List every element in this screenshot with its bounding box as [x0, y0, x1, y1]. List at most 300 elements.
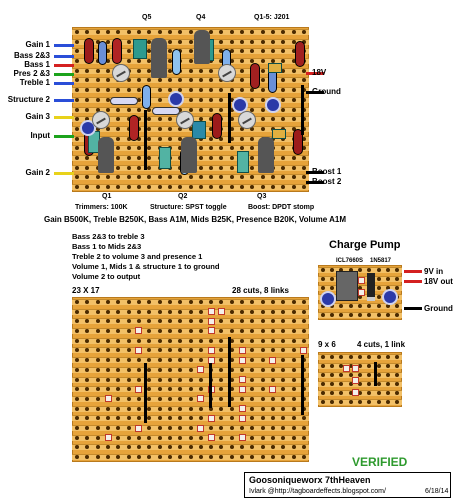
board-hole: [96, 30, 100, 34]
wire-label: Treble 1: [19, 78, 50, 87]
board-hole: [75, 300, 79, 304]
board-hole: [137, 310, 141, 314]
board-hole: [292, 329, 296, 333]
board-hole: [302, 185, 306, 189]
wire: [54, 82, 74, 85]
board-hole: [189, 108, 193, 112]
board-hole: [292, 108, 296, 112]
board-hole: [158, 358, 162, 362]
trimmer-pot: [218, 64, 236, 82]
board-hole: [75, 98, 79, 102]
board-hole: [127, 156, 131, 160]
board-hole: [281, 436, 285, 440]
cut-mark: [208, 415, 215, 422]
board-hole: [199, 436, 203, 440]
board-hole: [127, 378, 131, 382]
wire: [54, 64, 74, 67]
board-hole: [339, 355, 343, 359]
wire: [54, 73, 74, 76]
board-hole: [321, 268, 325, 272]
resistor: [152, 107, 180, 115]
cut-mark: [239, 386, 246, 393]
cut-mark: [208, 434, 215, 441]
board-hole: [189, 69, 193, 73]
board-hole: [75, 310, 79, 314]
board-hole: [302, 329, 306, 333]
board-hole: [292, 436, 296, 440]
board-hole: [75, 407, 79, 411]
cut-mark: [358, 277, 365, 284]
board-hole: [240, 329, 244, 333]
board-hole: [261, 436, 265, 440]
board-link: [301, 85, 304, 135]
board-hole: [127, 88, 131, 92]
transistor-label: Q4: [196, 14, 206, 21]
board-hole: [302, 300, 306, 304]
board-hole: [261, 49, 265, 53]
board-hole: [199, 387, 203, 391]
cut-mark: [135, 327, 142, 334]
board-hole: [261, 30, 265, 34]
board-hole: [75, 339, 79, 343]
title-block: [244, 472, 451, 498]
verified-stamp: VERIFIED: [352, 455, 408, 469]
board-hole: [302, 455, 306, 459]
trimmer-pot: [112, 64, 130, 82]
board-hole: [261, 416, 265, 420]
board-hole: [292, 397, 296, 401]
resistor: [98, 41, 107, 65]
board-hole: [395, 355, 399, 359]
wire-label: Gain 3: [25, 112, 50, 121]
board-hole: [127, 310, 131, 314]
wire-label: 18V: [312, 68, 327, 77]
wire-label: Boost 1: [312, 167, 342, 176]
film-capacitor: [272, 129, 286, 139]
board-hole: [302, 436, 306, 440]
board-hole: [377, 286, 381, 290]
board-hole: [292, 339, 296, 343]
jfet-q5: [151, 38, 167, 78]
wire-label: Ground: [312, 87, 341, 96]
board-hole: [158, 339, 162, 343]
board-hole: [189, 416, 193, 420]
board-hole: [189, 98, 193, 102]
board-hole: [377, 373, 381, 377]
small-board-size: 9 x 6: [318, 340, 336, 349]
board-hole: [377, 277, 381, 281]
cut-mark: [197, 425, 204, 432]
board-hole: [261, 117, 265, 121]
board-hole: [230, 185, 234, 189]
board-hole: [292, 368, 296, 372]
cut-board-size: 23 X 17: [72, 286, 100, 295]
board-hole: [158, 397, 162, 401]
board-hole: [292, 319, 296, 323]
board-hole: [261, 329, 265, 333]
board-hole: [281, 339, 285, 343]
board-hole: [292, 88, 296, 92]
board-hole: [96, 185, 100, 189]
board-hole: [178, 368, 182, 372]
board-hole: [261, 59, 265, 63]
electrolytic-capacitor: [265, 97, 281, 113]
board-hole: [147, 407, 151, 411]
board-hole: [106, 300, 110, 304]
board-hole: [292, 30, 296, 34]
board-hole: [209, 108, 213, 112]
board-hole: [199, 329, 203, 333]
board-hole: [96, 378, 100, 382]
board-hole: [189, 436, 193, 440]
board-hole: [199, 185, 203, 189]
board-hole: [377, 391, 381, 395]
board-hole: [261, 358, 265, 362]
board-hole: [330, 268, 334, 272]
board-hole: [230, 310, 234, 314]
cut-board-small: [318, 352, 402, 407]
resistor: [295, 41, 305, 67]
board-hole: [137, 69, 141, 73]
wire-red: [404, 280, 422, 283]
board-hole: [168, 40, 172, 44]
board-hole: [261, 310, 265, 314]
board-hole: [230, 436, 234, 440]
board-hole: [240, 397, 244, 401]
board-hole: [292, 69, 296, 73]
electrolytic-capacitor: [382, 289, 398, 305]
film-capacitor: [159, 147, 171, 169]
board-hole: [158, 30, 162, 34]
cut-mark: [208, 327, 215, 334]
board-hole: [302, 339, 306, 343]
board-link: [228, 337, 231, 407]
board-hole: [158, 378, 162, 382]
board-hole: [199, 300, 203, 304]
wire-label: Structure 2: [7, 95, 50, 104]
board-hole: [158, 98, 162, 102]
board-hole: [137, 339, 141, 343]
cut-mark: [208, 347, 215, 354]
board-hole: [127, 49, 131, 53]
board-hole: [377, 304, 381, 308]
board-hole: [281, 407, 285, 411]
board-hole: [230, 329, 234, 333]
wire-black: [404, 307, 422, 310]
board-hole: [321, 364, 325, 368]
transistor-label: Q1-5: J201: [254, 14, 290, 21]
board-hole: [240, 310, 244, 314]
board-hole: [158, 88, 162, 92]
board-hole: [292, 416, 296, 420]
board-hole: [261, 108, 265, 112]
board-hole: [137, 368, 141, 372]
board-hole: [189, 368, 193, 372]
board-hole: [75, 30, 79, 34]
board-hole: [302, 30, 306, 34]
board-hole: [240, 339, 244, 343]
board-hole: [377, 355, 381, 359]
board-hole: [330, 364, 334, 368]
board-hole: [158, 436, 162, 440]
board-hole: [127, 319, 131, 323]
board-hole: [96, 436, 100, 440]
board-hole: [96, 368, 100, 372]
ic-chip: [336, 271, 358, 301]
board-hole: [330, 373, 334, 377]
board-hole: [75, 69, 79, 73]
wire: [54, 172, 74, 175]
board-hole: [261, 98, 265, 102]
board-hole: [158, 368, 162, 372]
resistor: [172, 49, 181, 75]
resistor: [112, 38, 122, 64]
board-hole: [168, 185, 172, 189]
cut-mark: [352, 389, 359, 396]
resistor: [250, 63, 260, 89]
note-boost: Boost: DPDT stomp: [248, 204, 315, 211]
board-link: [209, 363, 212, 408]
board-hole: [158, 137, 162, 141]
board-hole: [137, 300, 141, 304]
resistor: [212, 113, 222, 139]
board-hole: [281, 108, 285, 112]
transistor-label: Q5: [142, 14, 152, 21]
board-hole: [137, 407, 141, 411]
board-hole: [127, 329, 131, 333]
cut-mark: [239, 347, 246, 354]
board-hole: [96, 319, 100, 323]
board-hole: [137, 378, 141, 382]
jfet-q1: [98, 137, 114, 173]
board-hole: [168, 368, 172, 372]
board-hole: [261, 368, 265, 372]
board-hole: [292, 378, 296, 382]
board-hole: [168, 426, 172, 430]
board-hole: [250, 310, 254, 314]
board-hole: [127, 30, 131, 34]
cut-mark: [135, 425, 142, 432]
board-hole: [96, 426, 100, 430]
jfet-q3: [258, 137, 274, 173]
board-hole: [281, 40, 285, 44]
wiring-note: Bass 2&3 to treble 3: [72, 232, 145, 241]
board-hole: [377, 268, 381, 272]
board-hole: [321, 391, 325, 395]
electrolytic-capacitor: [320, 291, 336, 307]
board-hole: [127, 455, 131, 459]
cp-label-18v-out: 18V out: [424, 277, 453, 286]
board-hole: [261, 397, 265, 401]
board-hole: [230, 455, 234, 459]
board-hole: [292, 310, 296, 314]
board-link: [144, 110, 147, 170]
board-hole: [261, 319, 265, 323]
board-hole: [168, 329, 172, 333]
film-capacitor: [237, 151, 249, 173]
board-hole: [75, 108, 79, 112]
board-hole: [292, 156, 296, 160]
board-hole: [127, 426, 131, 430]
board-hole: [127, 436, 131, 440]
board-hole: [168, 436, 172, 440]
trimmer-pot: [238, 111, 256, 129]
board-hole: [261, 185, 265, 189]
board-hole: [178, 407, 182, 411]
board-hole: [292, 300, 296, 304]
board-hole: [292, 407, 296, 411]
trimmer-pot: [92, 111, 110, 129]
board-hole: [158, 300, 162, 304]
charge-pump-board: [318, 265, 402, 320]
board-hole: [127, 59, 131, 63]
board-hole: [199, 378, 203, 382]
board-hole: [330, 286, 334, 290]
board-hole: [96, 397, 100, 401]
trimmer-pot: [176, 111, 194, 129]
board-hole: [386, 373, 390, 377]
board-hole: [321, 382, 325, 386]
board-hole: [189, 407, 193, 411]
board-hole: [240, 426, 244, 430]
board-hole: [377, 295, 381, 299]
board-hole: [261, 378, 265, 382]
board-hole: [116, 310, 120, 314]
film-capacitor: [268, 63, 282, 73]
cut-mark: [239, 434, 246, 441]
resistor: [110, 97, 138, 105]
diode: [367, 273, 375, 301]
wire-label: Input: [30, 131, 50, 140]
board-hole: [250, 137, 254, 141]
board-hole: [386, 355, 390, 359]
cut-mark: [269, 386, 276, 393]
board-hole: [137, 397, 141, 401]
board-hole: [158, 426, 162, 430]
board-hole: [178, 436, 182, 440]
board-link: [301, 355, 304, 415]
board-hole: [271, 368, 275, 372]
cut-mark: [197, 395, 204, 402]
board-hole: [230, 319, 234, 323]
wire-label: Boost 2: [312, 177, 342, 186]
board-hole: [292, 455, 296, 459]
board-hole: [209, 339, 213, 343]
cut-mark: [239, 415, 246, 422]
board-hole: [127, 108, 131, 112]
charge-pump-ic-label: ICL7660S: [336, 258, 364, 264]
title-text: Goosoniqueworx 7thHeaven: [249, 475, 371, 485]
pots-line: Gain B500K, Treble B250K, Bass A1M, Mids B25K, Presence B20K, Volume A1M: [44, 215, 347, 224]
transistor-label: Q1: [102, 193, 112, 200]
board-hole: [230, 40, 234, 44]
resistor: [84, 38, 94, 64]
board-hole: [127, 387, 131, 391]
board-hole: [75, 368, 79, 372]
cp-label-9v-in: 9V in: [424, 267, 444, 276]
board-hole: [158, 387, 162, 391]
board-hole: [127, 300, 131, 304]
cut-mark: [352, 365, 359, 372]
board-hole: [168, 397, 172, 401]
board-hole: [189, 88, 193, 92]
board-hole: [292, 185, 296, 189]
board-hole: [75, 166, 79, 170]
board-hole: [271, 300, 275, 304]
board-hole: [250, 378, 254, 382]
board-hole: [168, 378, 172, 382]
board-hole: [358, 355, 362, 359]
board-hole: [395, 268, 399, 272]
board-hole: [137, 156, 141, 160]
board-hole: [127, 339, 131, 343]
board-hole: [292, 348, 296, 352]
board-hole: [96, 88, 100, 92]
board-hole: [377, 364, 381, 368]
board-hole: [75, 436, 79, 440]
resistor: [142, 85, 151, 109]
board-hole: [240, 368, 244, 372]
board-hole: [302, 156, 306, 160]
board-hole: [96, 358, 100, 362]
board-hole: [199, 108, 203, 112]
board-hole: [199, 69, 203, 73]
byline-text: Ivlark @http://tagboardeffects.blogspot.com/: [249, 488, 386, 495]
board-hole: [168, 310, 172, 314]
board-hole: [106, 127, 110, 131]
board-hole: [127, 407, 131, 411]
board-hole: [240, 69, 244, 73]
board-hole: [199, 339, 203, 343]
board-hole: [240, 30, 244, 34]
board-hole: [271, 426, 275, 430]
cut-board-summary: 28 cuts, 8 links: [232, 286, 289, 295]
transistor-label: Q2: [178, 193, 188, 200]
wiring-note: Treble 2 to volume 3 and presence 1: [72, 252, 203, 261]
cut-mark: [105, 434, 112, 441]
board-hole: [147, 310, 151, 314]
board-hole: [158, 185, 162, 189]
board-hole: [106, 329, 110, 333]
board-hole: [158, 329, 162, 333]
board-hole: [199, 98, 203, 102]
board-hole: [209, 69, 213, 73]
board-hole: [168, 339, 172, 343]
board-hole: [377, 382, 381, 386]
board-hole: [96, 329, 100, 333]
board-hole: [261, 88, 265, 92]
board-hole: [250, 108, 254, 112]
board-hole: [261, 387, 265, 391]
wire-label: Gain 1: [25, 40, 50, 49]
board-hole: [321, 286, 325, 290]
board-hole: [96, 69, 100, 73]
cut-mark: [208, 308, 215, 315]
board-hole: [189, 426, 193, 430]
cut-mark: [352, 377, 359, 384]
board-hole: [106, 368, 110, 372]
board-hole: [271, 30, 275, 34]
resistor: [129, 115, 139, 141]
board-hole: [189, 378, 193, 382]
board-hole: [230, 407, 234, 411]
board-hole: [240, 300, 244, 304]
board-hole: [189, 319, 193, 323]
board-hole: [271, 397, 275, 401]
board-hole: [137, 436, 141, 440]
date-text: 6/18/14: [425, 488, 449, 495]
board-hole: [199, 156, 203, 160]
